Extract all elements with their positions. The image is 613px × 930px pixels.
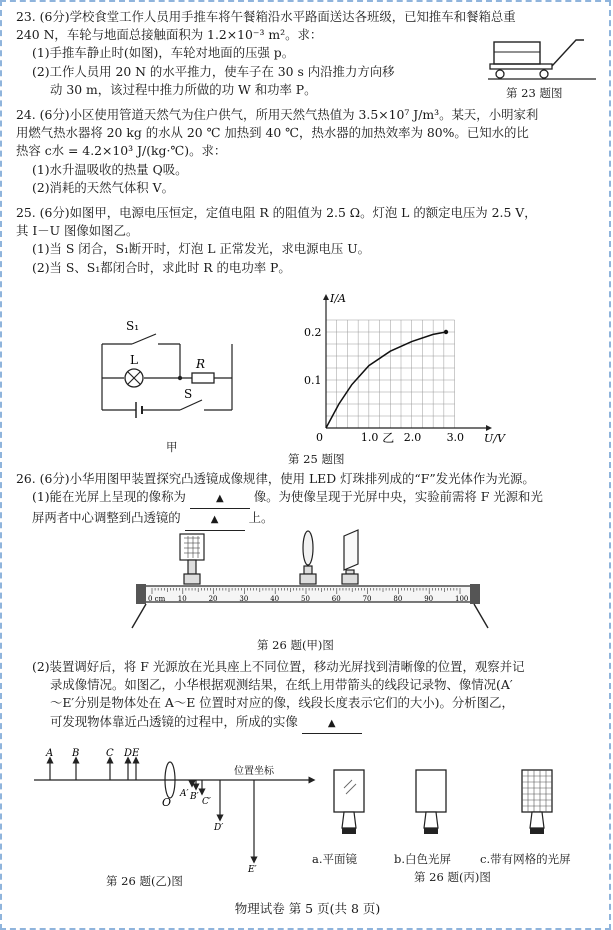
iu-chart xyxy=(298,288,505,446)
label-r: R xyxy=(196,357,206,371)
y-tick-label: 0.2 xyxy=(304,326,322,339)
object-image-arrows xyxy=(45,748,257,875)
screen-options xyxy=(308,766,608,850)
screen-label-a: a.平面镜 xyxy=(312,852,358,866)
convex-lens xyxy=(303,531,313,565)
resistor-icon xyxy=(192,373,214,383)
y-tick-label: 0.1 xyxy=(304,374,322,387)
image-label: D′ xyxy=(214,823,224,833)
q25-line4: (2)当 S、S₁都闭合时，求此时 R 的电功率 P。 xyxy=(32,259,291,275)
scale-number: 10 xyxy=(177,595,187,603)
q26-p2-line2: 录成像情况。如图乙，小华根据观测结果，在纸上用带箭头的线段记录物、像情况(A′ xyxy=(50,677,513,693)
object-label: D xyxy=(124,748,133,759)
q23-line2: 240 N，车轮与地面总接触面积为 1.2×10⁻³ m²。求： xyxy=(16,27,323,43)
optical-bench xyxy=(132,528,492,632)
image-label: C′ xyxy=(202,797,211,807)
q23-line3: (1)手推车静止时(如图)，车轮对地面的压强 p。 xyxy=(32,45,295,61)
question-25 xyxy=(16,204,597,277)
question-24 xyxy=(16,106,597,197)
q26-p2-line1: (2)装置调好后，将 F 光源放在光具座上不同位置，移动光屏找到清晰像的位置，观察并记 xyxy=(32,659,525,674)
q25-caption: 第 25 题图 xyxy=(288,452,345,466)
scale-number: 70 xyxy=(362,595,372,603)
q26b-caption: 第 26 题(乙)图 xyxy=(106,874,183,888)
x-axis-label: U/V xyxy=(484,432,505,445)
object-label: B xyxy=(72,748,80,759)
q24-line2: 用燃气热水器将 20 kg 的水从 20 ℃ 加热到 40 ℃，热水器的加热效率为 80%。已知水的比 xyxy=(16,125,529,141)
x-tick-label: 3.0 xyxy=(446,431,465,444)
switch-s-blade xyxy=(180,400,202,410)
wheel-back xyxy=(540,70,548,78)
cart-deck xyxy=(490,64,552,69)
bench-leg-left xyxy=(132,604,146,628)
answer-blank-2[interactable]: ▲ xyxy=(185,511,245,530)
object-label: A xyxy=(46,748,54,759)
q26-line2 xyxy=(16,488,597,509)
image-label: E′ xyxy=(248,865,257,875)
q24-line3: 热容 c水 = 4.2×10³ J/(kg·℃)。求： xyxy=(16,143,227,159)
label-l: L xyxy=(130,353,138,367)
scale-number: 20 xyxy=(208,595,218,603)
rail-end-right xyxy=(470,584,480,604)
q26-line2-b: 像。为使像呈现于光屏中央，实验前需将 F 光源和光 xyxy=(253,489,543,505)
q23-line1: 23. (6分)学校食堂工作人员用手推车将午餐箱沿水平路面送达各班级，已知推车和餐箱总重 xyxy=(16,9,516,24)
label-s1: S₁ xyxy=(126,319,140,333)
x-tick-label: 1.0 xyxy=(360,431,379,444)
chart-grid xyxy=(326,320,455,428)
cart-figure xyxy=(488,36,598,86)
light-screen xyxy=(344,530,358,570)
rail-end-left xyxy=(136,584,146,604)
q26a-caption: 第 26 题(甲)图 xyxy=(257,638,334,652)
chart-axes xyxy=(323,294,492,431)
q26c-caption: 第 26 题(丙)图 xyxy=(414,870,491,884)
object-label: C xyxy=(106,748,114,759)
white-screen xyxy=(416,770,446,834)
switch-s1-blade xyxy=(132,334,156,344)
x-axis-arrow xyxy=(486,425,492,431)
image-label: A′ xyxy=(180,789,189,799)
lens-label: O xyxy=(162,796,172,809)
q24-line1: 24. (6分)小区使用管道天然气为住户供气，所用天然气热值为 3.5×10⁷ J/m³。某天，小明家利 xyxy=(16,107,539,122)
q23-caption: 第 23 题图 xyxy=(506,86,563,100)
cart-handle xyxy=(552,40,584,66)
scale-number: 60 xyxy=(331,595,341,603)
scale-number: 90 xyxy=(424,595,434,603)
grid-screen xyxy=(522,770,552,834)
chart-series xyxy=(326,330,448,428)
holders xyxy=(184,560,358,584)
axis-label: 位置坐标 xyxy=(234,766,274,777)
image-label: B′ xyxy=(190,792,199,802)
page-footer: 物理试卷 第 5 页(共 8 页) xyxy=(234,901,381,916)
screen-label-c: c.带有网格的光屏 xyxy=(480,852,571,866)
question-26-part2 xyxy=(16,658,597,734)
x-tick-label: 2.0 xyxy=(403,431,422,444)
image-record-diagram xyxy=(30,742,320,874)
q26-line2-a: (1)能在光屏上呈现的像称为 xyxy=(32,489,186,505)
y-axis-label: I/A xyxy=(330,292,346,305)
q24-line5: (2)消耗的天然气体积 V。 xyxy=(32,179,174,195)
food-box xyxy=(494,42,540,64)
q23-line4: (2)工作人员用 20 N 的水平推力，使车子在 30 s 内沿推力方向移 xyxy=(32,63,395,79)
y-axis-arrow xyxy=(323,294,329,300)
plane-mirror xyxy=(334,770,364,834)
object-label: E xyxy=(132,748,140,759)
scale-number: 40 xyxy=(270,595,280,603)
q26-p2-line4 xyxy=(16,713,597,734)
answer-blank-1[interactable]: ▲ xyxy=(190,490,250,509)
bench-leg-right xyxy=(474,604,488,628)
scale-number: 30 xyxy=(239,595,249,603)
q25-line2: 其 I－U 图像如图乙。 xyxy=(16,223,139,239)
q23-line5: 动 30 m，该过程中推力所做的功 W 和功率 P。 xyxy=(50,81,317,97)
q25-line1: 25. (6分)如图甲，电源电压恒定，定值电阻 R 的阻值为 2.5 Ω。灯泡 L 的额定电压为 2.5 V， xyxy=(16,205,537,220)
panel-label: 乙 xyxy=(382,431,395,445)
wheel-front xyxy=(496,70,504,78)
q26-line3-b: 上。 xyxy=(248,510,274,526)
q26-line1: 26. (6分)小华用图甲装置探究凸透镜成像规律，使用 LED 灯珠排列成的“F”发光体作为光源。 xyxy=(16,471,535,486)
circuit-diagram xyxy=(92,314,242,424)
chart-labels xyxy=(304,292,506,445)
q26-line3-a: 屏两者中心调整到凸透镜的 xyxy=(32,510,181,526)
scale-unit: 0 cm xyxy=(148,595,166,603)
label-s: S xyxy=(184,387,193,401)
q25-line3: (1)当 S 闭合，S₁断开时，灯泡 L 正常发光，求电源电压 U。 xyxy=(32,241,371,257)
scale-number: 50 xyxy=(301,595,310,603)
screen-label-b: b.白色光屏 xyxy=(394,852,452,866)
answer-blank-3[interactable]: ▲ xyxy=(302,715,362,734)
q24-line4: (1)水升温吸收的热量 Q吸。 xyxy=(32,161,188,177)
scale-number: 100 xyxy=(455,595,469,603)
scale-number: 80 xyxy=(393,595,403,603)
circuit-label: 甲 xyxy=(166,440,178,454)
question-26 xyxy=(16,470,597,531)
q26-p2-line3: ～E′分别是物体处在 A～E 位置时对应的像，线段长度表示它们的大小)。分析图乙， xyxy=(50,695,514,711)
origin-label: 0 xyxy=(316,431,323,444)
iu-curve-endpoint xyxy=(444,330,448,334)
q26-p2-line4-a: 可发现物体靠近凸透镜的过程中，所成的实像 xyxy=(50,713,298,729)
